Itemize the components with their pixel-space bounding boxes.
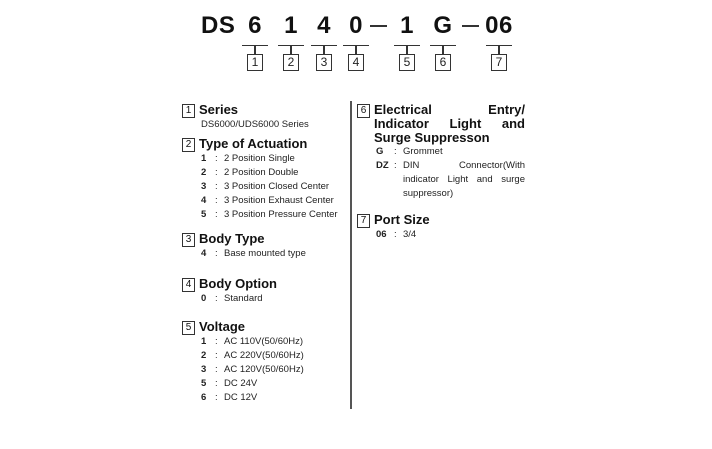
section-actuation xyxy=(182,137,347,222)
section-number: 3 xyxy=(182,233,195,247)
section-series xyxy=(182,103,347,131)
code-digit-port-size: 06 xyxy=(485,12,513,39)
section-title: Port Size xyxy=(374,212,430,227)
section-electrical-entry xyxy=(357,103,525,201)
section-title: Type of Actuation xyxy=(199,136,308,151)
section-title: Body Type xyxy=(199,231,265,246)
code-bracket xyxy=(394,45,420,54)
list-item: 4 : 3 Position Exhaust Center xyxy=(201,195,334,206)
code-digit-voltage: 1 xyxy=(400,12,414,39)
list-item: 6 : DC 12V xyxy=(201,392,258,403)
list-item: 2 : 2 Position Double xyxy=(201,167,299,178)
code-box-1: 1 xyxy=(247,54,263,71)
code-box-2: 2 xyxy=(283,54,299,71)
list-item: 2 : AC 220V(50/60Hz) xyxy=(201,350,304,361)
list-item: 0 : Standard xyxy=(201,293,263,304)
section-body-option xyxy=(182,277,347,306)
code-bracket xyxy=(242,45,268,54)
list-item: 3 : AC 120V(50/60Hz) xyxy=(201,364,304,375)
code-bracket xyxy=(311,45,337,54)
list-item: 1 : 2 Position Single xyxy=(201,153,295,164)
section-number: 6 xyxy=(357,104,370,118)
code-dash xyxy=(462,25,479,27)
list-item: DZ : DIN Connector(With indicator Light and surge suppressor) xyxy=(376,160,525,199)
section-number: 2 xyxy=(182,138,195,152)
section-body-type xyxy=(182,232,347,261)
list-item: 3 : 3 Position Closed Center xyxy=(201,181,330,192)
section-title: Voltage xyxy=(199,319,245,334)
code-bracket xyxy=(430,45,456,54)
list-item: G : Grommet xyxy=(376,146,443,157)
code-box-3: 3 xyxy=(316,54,332,71)
list-item: 1 : AC 110V(50/60Hz) xyxy=(201,336,304,347)
code-digit-actuation: 1 xyxy=(284,12,298,39)
code-digit-electrical: G xyxy=(433,12,453,39)
section-title: Series xyxy=(199,102,239,117)
section-description: DS6000/UDS6000 Series xyxy=(201,119,309,130)
code-digit-series: 6 xyxy=(248,12,262,39)
code-digit-body-type: 4 xyxy=(317,12,331,39)
code-box-6: 6 xyxy=(435,54,451,71)
code-box-7: 7 xyxy=(491,54,507,71)
model-code xyxy=(0,0,712,80)
code-bracket xyxy=(486,45,512,54)
section-port-size xyxy=(357,213,525,242)
code-prefix: DS xyxy=(201,12,236,39)
legend-right-column xyxy=(357,103,525,242)
legend-left-column xyxy=(182,103,347,405)
code-box-5: 5 xyxy=(399,54,415,71)
section-title: Electrical Entry/ Indicator Light and Surge Suppresson xyxy=(374,102,525,145)
code-digit-body-option: 0 xyxy=(349,12,363,39)
section-number: 1 xyxy=(182,104,195,118)
code-box-4: 4 xyxy=(348,54,364,71)
list-item: 5 : 3 Position Pressure Center xyxy=(201,209,338,220)
list-item: 06 : 3/4 xyxy=(376,229,417,240)
list-item: 4 : Base mounted type xyxy=(201,248,306,259)
section-voltage xyxy=(182,320,347,405)
section-number: 7 xyxy=(357,214,370,228)
code-bracket xyxy=(343,45,369,54)
code-dash xyxy=(370,25,387,27)
section-number: 4 xyxy=(182,278,195,292)
code-bracket xyxy=(278,45,304,54)
section-number: 5 xyxy=(182,321,195,335)
column-divider xyxy=(350,101,352,409)
list-item: 5 : DC 24V xyxy=(201,378,258,389)
section-title: Body Option xyxy=(199,276,277,291)
